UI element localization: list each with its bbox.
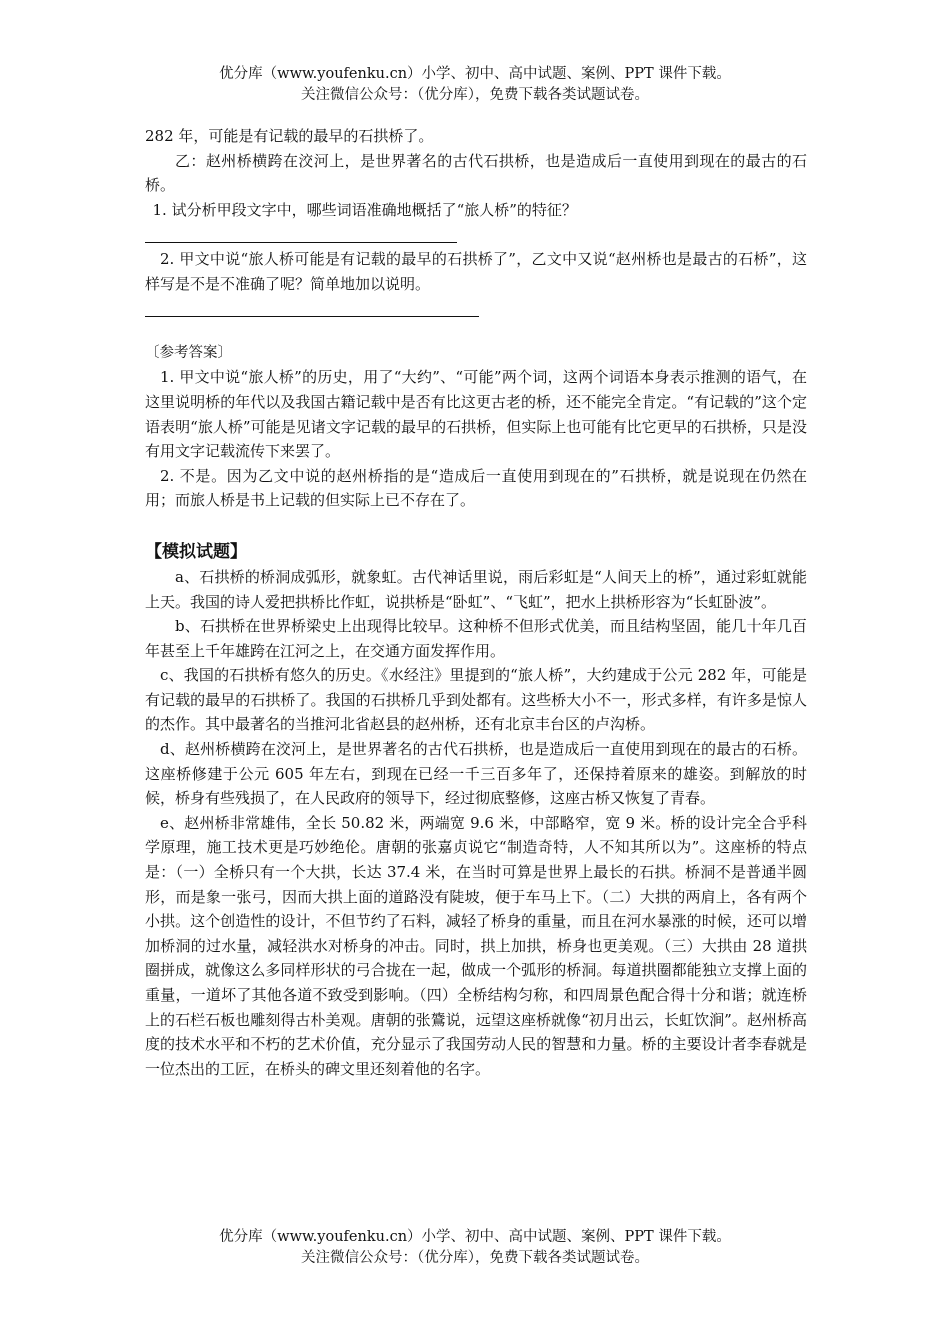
question-1: 1. 试分析甲段文字中，哪些词语准确地概括了“旅人桥”的特征？ xyxy=(152,200,577,219)
passage-yi: 乙：赵州桥横跨在洨河上，是世界著名的古代石拱桥，也是造成后一直使用到现在的最古的石桥。 xyxy=(145,151,807,195)
mock-paragraph-b: b、石拱桥在世界桥梁史上出现得比较早。这种桥不但形式优美，而且结构坚固，能几十年几百年甚至上千年雄跨在江河之上，在交通方面发挥作用。 xyxy=(145,617,807,660)
mock-paragraph-d: d、赵州桥横跨在洨河上，是世界著名的古代石拱桥，也是造成后一直使用到现在的最古的石桥。这座桥修建于公元 605 年左右，到现在已经一千三百多年了，还保持着原来的雄姿。到解放的时候，桥身有些残损了，在人民政府的领导下，经过彻底整修，这座古桥又恢复了青春。 xyxy=(145,740,807,808)
question-2: 2. 甲文中说“旅人桥可能是有记载的最早的石拱桥了”，乙文中又说“赵州桥也是最古的石桥”，这样写是不是不准确了呢？简单地加以说明。 xyxy=(145,249,807,293)
reference-answer-label: 〔参考答案〕 xyxy=(145,344,232,361)
footer-line-1: 优分库（www.youfenku.cn）小学、初中、高中试题、案例、PPT 课件下载。 xyxy=(219,1229,731,1245)
page-footer xyxy=(0,1227,950,1269)
page-header xyxy=(0,64,950,106)
mock-paragraph-a: a、石拱桥的桥洞成弧形，就象虹。古代神话里说，雨后彩虹是“人间天上的桥”，通过彩虹就能上天。我国的诗人爱把拱桥比作虹，说拱桥是“卧虹”、“飞虹”，把水上拱桥形容为“长虹卧波”。 xyxy=(145,567,807,611)
document-body xyxy=(145,124,807,1081)
answer-blank-2 xyxy=(145,296,807,321)
header-line-2: 关注微信公众号：（优分库），免费下载各类试题试卷。 xyxy=(301,87,649,103)
mock-paragraph-c: c、我国的石拱桥有悠久的历史。《水经注》里提到的“旅人桥”，大约建成于公元 282 年，可能是有记载的最早的石拱桥了。我国的石拱桥几乎到处都有。这些桥大小不一，形式多样，有许多是惊人的杰作。其中最著名的当推河北省赵县的赵州桥，还有北京丰台区的卢沟桥。 xyxy=(145,666,807,734)
header-line-1: 优分库（www.youfenku.cn）小学、初中、高中试题、案例、PPT 课件下载。 xyxy=(219,66,731,82)
footer-line-2: 关注微信公众号：（优分库），免费下载各类试题试卷。 xyxy=(301,1250,649,1266)
reference-answer-2: 2. 不是。因为乙文中说的赵州桥指的是“造成后一直使用到现在的”石拱桥，就是说现在仍然在用；而旅人桥是书上记载的但实际上已不存在了。 xyxy=(145,466,807,510)
answer-blank-1 xyxy=(145,222,807,247)
reference-answer-1: 1. 甲文中说“旅人桥”的历史，用了“大约”、“可能”两个词，这两个词语本身表示推测的语气，在这里说明桥的年代以及我国古籍记载中是否有比这更古老的桥，还不能完全肯定。“有记载的”这个定语表明“旅人桥”可能是见诸文字记载的最早的石拱桥，但实际上也可能有比它更早的石拱桥，只是没有用文字记载流传下来罢了。 xyxy=(145,368,807,461)
mock-test-title: 【模拟试题】 xyxy=(145,541,247,562)
mock-paragraph-e: e、赵州桥非常雄伟，全长 50.82 米，两端宽 9.6 米，中部略窄，宽 9 米。桥的设计完全合乎科学原理，施工技术更是巧妙绝伦。唐朝的张嘉贞说它“制造奇特，人不知其所以为”。这座桥的特点是：（一）全桥只有一个大拱，长达 37.4 米，在当时可算是世界上最长的石拱。桥洞不是普通半圆形，而是象一张弓，因而大拱上面的道路没有陡坡，便于车马上下。（二）大拱的两肩上，各有两个小拱。这个创造性的设计，不但节约了石料，减轻了桥身的重量，而且在河水暴涨的时候，还可以增加桥洞的过水量，减轻洪水对桥身的冲击。同时，拱上加拱，桥身也更美观。（三）大拱由 28 道拱圈拼成，就像这么多同样形状的弓合拢在一起，做成一个弧形的桥洞。每道拱圈都能独立支撑上面的重量，一道坏了其他各道不致受到影响。（四）全桥结构匀称，和四周景色配合得十分和谐；就连桥上的石栏石板也雕刻得古朴美观。唐朝的张鷟说，远望这座桥就像“初月出云，长虹饮涧”。赵州桥高度的技术水平和不朽的艺术价值，充分显示了我国劳动人民的智慧和力量。桥的主要设计者李春就是一位杰出的工匠，在桥头的碑文里还刻着他的名字。 xyxy=(145,813,807,1078)
passage-jia-tail: 282 年，可能是有记载的最早的石拱桥了。 xyxy=(145,127,434,145)
